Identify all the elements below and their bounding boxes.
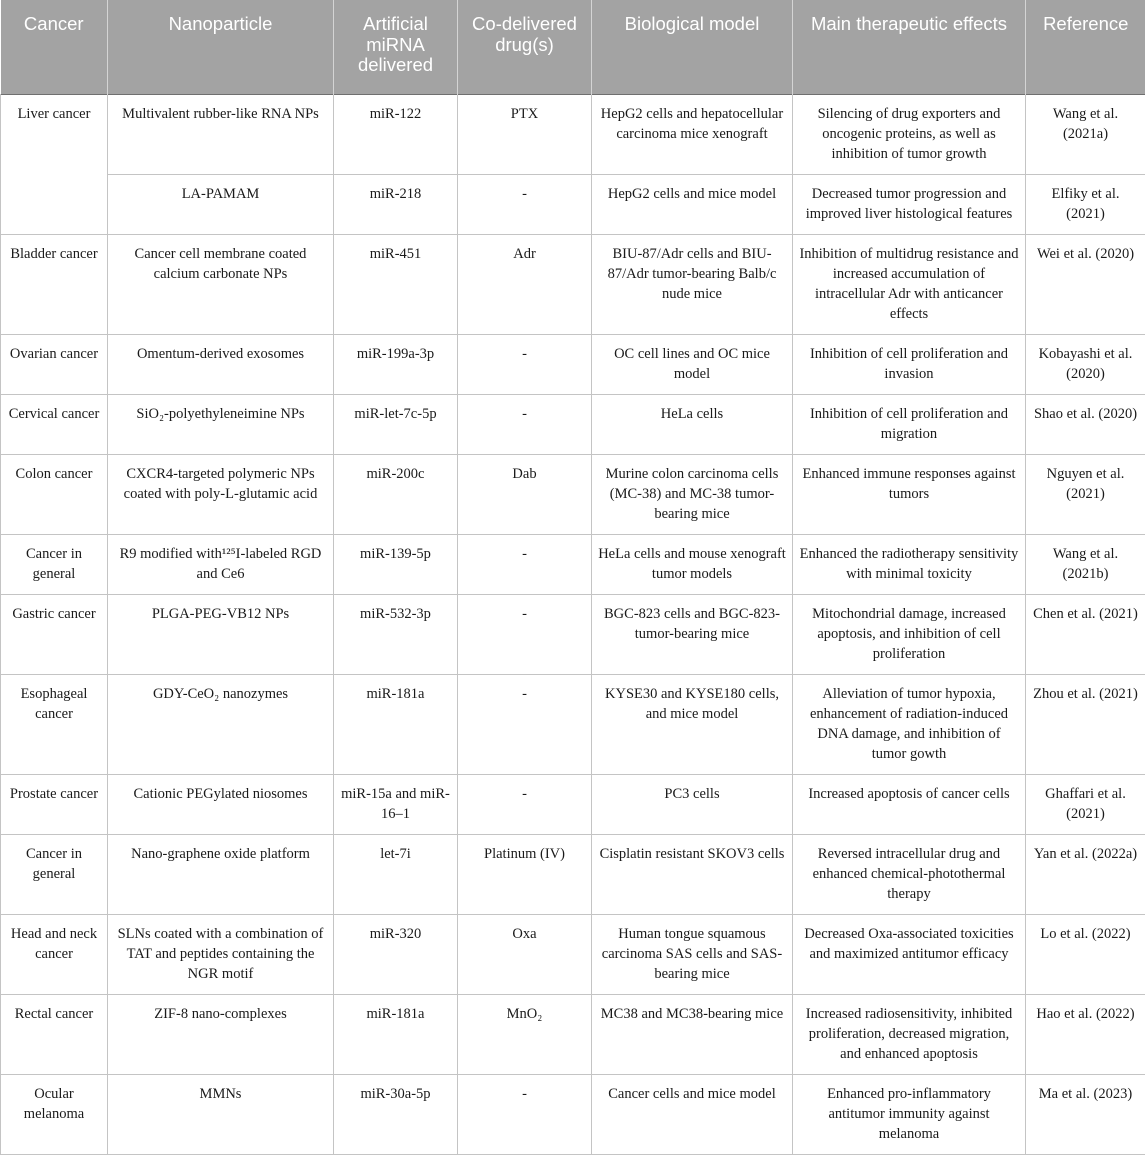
cell-nanoparticle: PLGA-PEG-VB12 NPs [108,595,334,675]
cell-model: KYSE30 and KYSE180 cells, and mice model [592,675,793,775]
cell-nanoparticle: Cationic PEGylated niosomes [108,775,334,835]
header-model: Biological model [592,0,793,95]
cell-cancer: Liver cancer [1,95,108,235]
cell-drug: - [458,675,592,775]
cell-reference: Yan et al. (2022a) [1026,835,1145,915]
cell-model: HepG2 cells and mice model [592,175,793,235]
cell-model: Human tongue squamous carcinoma SAS cells and SAS-bearing mice [592,915,793,995]
cell-reference: Elfiky et al. (2021) [1026,175,1145,235]
table-row [1,915,1145,995]
cell-drug: - [458,775,592,835]
cell-cancer: Colon cancer [1,455,108,535]
cell-cancer: Ocular melanoma [1,1075,108,1155]
cell-drug: Oxa [458,915,592,995]
cell-reference: Wang et al. (2021a) [1026,95,1145,175]
cell-cancer: Ovarian cancer [1,335,108,395]
cell-reference: Wei et al. (2020) [1026,235,1145,335]
cell-effects: Enhanced the radiotherapy sensitivity with minimal toxicity [793,535,1026,595]
cell-nanoparticle: SLNs coated with a combination of TAT and peptides containing the NGR motif [108,915,334,995]
cell-mirna: miR-320 [334,915,458,995]
cell-reference: Zhou et al. (2021) [1026,675,1145,775]
cell-nanoparticle: CXCR4-targeted polymeric NPs coated with poly-L-glutamic acid [108,455,334,535]
cell-mirna: miR-451 [334,235,458,335]
cell-model: Murine colon carcinoma cells (MC-38) and MC-38 tumor-bearing mice [592,455,793,535]
table-body [1,95,1145,1155]
cell-cancer: Esophageal cancer [1,675,108,775]
cell-reference: Wang et al. (2021b) [1026,535,1145,595]
table-row [1,235,1145,335]
cell-cancer: Bladder cancer [1,235,108,335]
cell-nanoparticle: SiO₂-polyethyleneimine NPs [108,395,334,455]
cell-nanoparticle: GDY-CeO₂ nanozymes [108,675,334,775]
cell-cancer: Head and neck cancer [1,915,108,995]
table-row [1,675,1145,775]
cell-effects: Enhanced pro-inflammatory antitumor immunity against melanoma [793,1075,1026,1155]
cell-cancer: Cancer in general [1,835,108,915]
cell-reference: Nguyen et al. (2021) [1026,455,1145,535]
header-drug: Co-delivered drug(s) [458,0,592,95]
cell-reference: Lo et al. (2022) [1026,915,1145,995]
cell-model: BGC-823 cells and BGC-823-tumor-bearing mice [592,595,793,675]
table-row [1,835,1145,915]
cell-mirna: miR-122 [334,95,458,175]
table-row [1,995,1145,1075]
cell-model: HeLa cells [592,395,793,455]
cell-mirna: miR-199a-3p [334,335,458,395]
cell-effects: Reversed intracellular drug and enhanced chemical-photothermal therapy [793,835,1026,915]
cell-effects: Mitochondrial damage, increased apoptosis, and inhibition of cell proliferation [793,595,1026,675]
cell-nanoparticle: ZIF-8 nano-complexes [108,995,334,1075]
cell-effects: Increased radiosensitivity, inhibited proliferation, decreased migration, and enhanced apoptosis [793,995,1026,1075]
cell-cancer: Rectal cancer [1,995,108,1075]
header-reference: Reference [1026,0,1145,95]
cell-effects: Enhanced immune responses against tumors [793,455,1026,535]
cell-cancer: Prostate cancer [1,775,108,835]
header-nanoparticle: Nanoparticle [108,0,334,95]
cell-model: HepG2 cells and hepatocellular carcinoma mice xenograft [592,95,793,175]
cell-reference: Chen et al. (2021) [1026,595,1145,675]
cell-reference: Shao et al. (2020) [1026,395,1145,455]
cell-effects: Alleviation of tumor hypoxia, enhancement of radiation-induced DNA damage, and inhibition of tumor gowth [793,675,1026,775]
cell-drug: - [458,395,592,455]
cell-nanoparticle: Nano-graphene oxide platform [108,835,334,915]
cell-drug: - [458,175,592,235]
header-effects: Main therapeutic effects [793,0,1026,95]
table-header [1,0,1145,95]
header-mirna: Artificial miRNA delivered [334,0,458,95]
cell-mirna: miR-15a and miR-16–1 [334,775,458,835]
cell-reference: Hao et al. (2022) [1026,995,1145,1075]
cell-effects: Increased apoptosis of cancer cells [793,775,1026,835]
cell-mirna: miR-200c [334,455,458,535]
table-row [1,535,1145,595]
cell-effects: Inhibition of cell proliferation and migration [793,395,1026,455]
cell-mirna: miR-139-5p [334,535,458,595]
cell-drug: - [458,535,592,595]
table-row [1,455,1145,535]
cell-drug: Platinum (IV) [458,835,592,915]
cell-mirna: miR-181a [334,675,458,775]
header-row [1,0,1145,95]
cell-effects: Silencing of drug exporters and oncogenic proteins, as well as inhibition of tumor growth [793,95,1026,175]
cell-mirna: miR-30a-5p [334,1075,458,1155]
table-row [1,335,1145,395]
cell-drug: Adr [458,235,592,335]
cell-reference: Ghaffari et al. (2021) [1026,775,1145,835]
cell-nanoparticle: Cancer cell membrane coated calcium carbonate NPs [108,235,334,335]
cell-nanoparticle: Multivalent rubber-like RNA NPs [108,95,334,175]
cell-effects: Decreased tumor progression and improved liver histological features [793,175,1026,235]
cell-drug: - [458,595,592,675]
cell-model: Cancer cells and mice model [592,1075,793,1155]
cell-cancer: Cancer in general [1,535,108,595]
cell-effects: Inhibition of multidrug resistance and increased accumulation of intracellular Adr with anticancer effects [793,235,1026,335]
cell-drug: MnO₂ [458,995,592,1075]
cell-drug: - [458,335,592,395]
header-cancer: Cancer [1,0,108,95]
cell-nanoparticle: Omentum-derived exosomes [108,335,334,395]
cell-cancer: Cervical cancer [1,395,108,455]
cell-cancer: Gastric cancer [1,595,108,675]
cell-reference: Kobayashi et al. (2020) [1026,335,1145,395]
table-row [1,395,1145,455]
cell-drug: - [458,1075,592,1155]
cell-mirna: miR-532-3p [334,595,458,675]
cell-mirna: miR-218 [334,175,458,235]
cell-nanoparticle: LA-PAMAM [108,175,334,235]
cell-model: OC cell lines and OC mice model [592,335,793,395]
cell-model: BIU-87/Adr cells and BIU-87/Adr tumor-bearing Balb/c nude mice [592,235,793,335]
cell-reference: Ma et al. (2023) [1026,1075,1145,1155]
cell-drug: PTX [458,95,592,175]
cell-nanoparticle: MMNs [108,1075,334,1155]
table-row [1,595,1145,675]
cell-nanoparticle: R9 modified with¹²⁵I-labeled RGD and Ce6 [108,535,334,595]
cell-drug: Dab [458,455,592,535]
cell-model: HeLa cells and mouse xenograft tumor models [592,535,793,595]
cell-effects: Inhibition of cell proliferation and invasion [793,335,1026,395]
cell-mirna: let-7i [334,835,458,915]
cell-effects: Decreased Oxa-associated toxicities and maximized antitumor efficacy [793,915,1026,995]
table-row [1,175,1145,235]
table-row [1,1075,1145,1155]
cell-model: MC38 and MC38-bearing mice [592,995,793,1075]
cell-mirna: miR-181a [334,995,458,1075]
table-row [1,775,1145,835]
table-row [1,95,1145,175]
cell-model: Cisplatin resistant SKOV3 cells [592,835,793,915]
cell-model: PC3 cells [592,775,793,835]
cell-mirna: miR-let-7c-5p [334,395,458,455]
